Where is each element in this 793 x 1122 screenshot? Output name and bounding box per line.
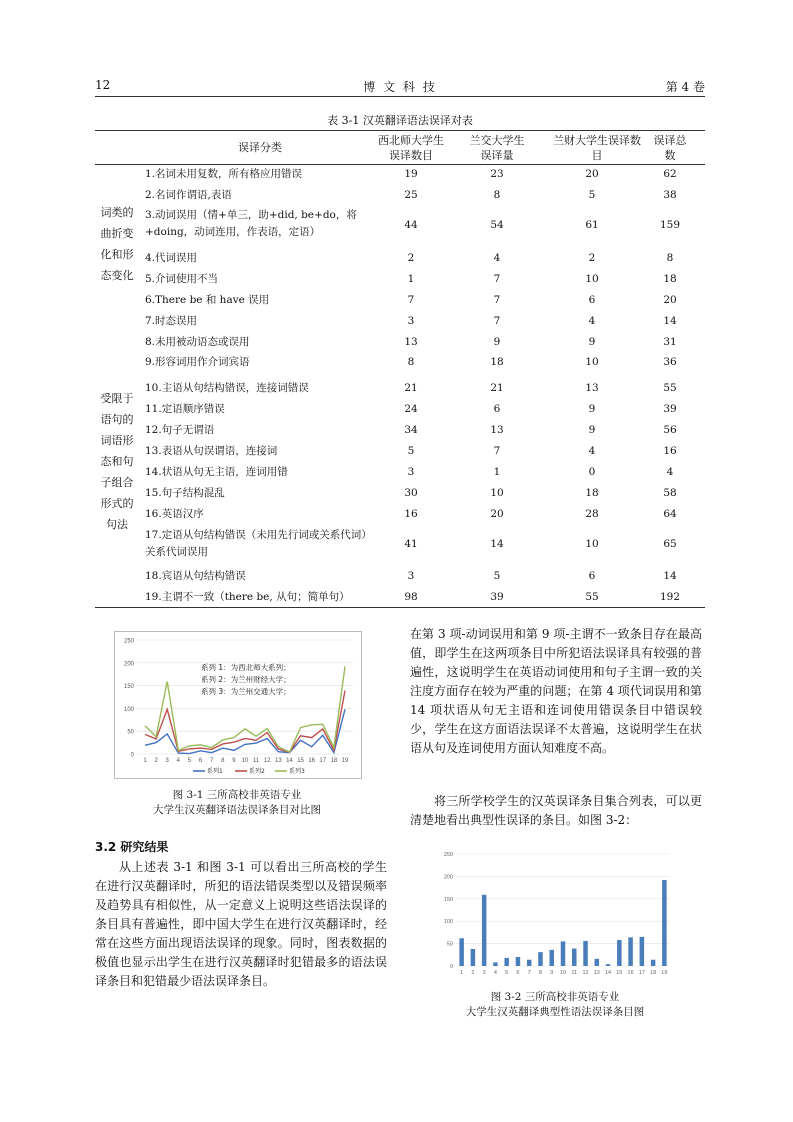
cell-c: 5 [588,189,596,201]
figure-3-2-chart [436,848,674,982]
cell-t: 58 [663,487,677,499]
cell-c: 9 [588,336,596,348]
bar [504,958,509,966]
x-tick-label: 6 [516,970,520,976]
row-label: 10.主语从句结构错误，连接词错误 [145,382,309,394]
cell-c: 4 [588,315,596,327]
x-tick-label: 3 [165,758,169,764]
header-rule [95,96,705,97]
row-label: 11.定语顺序错误 [145,403,225,415]
bar [595,959,600,966]
cell-c: 13 [585,382,599,394]
cell-b: 7 [493,294,501,306]
bar [640,937,645,966]
figure-3-1-caption [114,788,360,818]
bar [459,938,464,966]
table-row [95,506,705,524]
x-tick-label: 15 [297,758,304,764]
x-tick-label: 10 [241,758,249,764]
cell-c: 10 [585,538,599,550]
table-row [95,187,705,205]
legend-label: 系列1 [207,768,223,775]
cell-b: 7 [493,273,501,285]
table-row [95,443,705,461]
table-row [95,292,705,310]
x-tick-label: 13 [274,758,282,764]
table-row [95,354,705,372]
row-label: 12.句子无谓语 [145,424,215,436]
cell-a: 21 [404,382,418,394]
cell-a: 41 [404,538,418,550]
cell-t: 18 [663,273,677,285]
table-row [95,589,705,607]
table-row [95,527,705,565]
cell-b: 6 [493,403,501,415]
y-tick-label: 0 [130,752,134,759]
row-label: 15.句子结构混乱 [145,487,225,499]
x-tick-label: 11 [571,970,578,976]
row-label: 5.介词使用不当 [145,273,219,285]
cell-a: 98 [404,591,418,603]
cell-b: 8 [493,189,501,201]
x-tick-label: 15 [616,970,623,976]
table-row [95,422,705,440]
table-row [95,485,705,503]
header-nwnu: 西北师大学生误译数目 [378,134,444,162]
annotation-text: 系列 3：为兰州交通大学； [201,687,291,696]
x-tick-label: 1 [143,758,147,764]
bar [628,937,633,966]
table-row [95,401,705,419]
cell-b: 14 [490,538,504,550]
cell-t: 14 [663,570,677,582]
x-tick-label: 2 [154,758,158,764]
cell-c: 6 [588,570,596,582]
cell-a: 2 [407,252,415,264]
cell-c: 0 [588,466,596,478]
y-tick-label: 50 [446,941,453,948]
cell-c: 2 [588,252,596,264]
cell-b: 21 [490,382,504,394]
cell-t: 31 [663,336,677,348]
figure-3-1-chart [114,631,362,779]
cell-a: 7 [407,294,415,306]
cell-t: 159 [659,219,681,231]
x-tick-label: 1 [460,970,464,976]
table-row [95,334,705,352]
cell-t: 38 [663,189,677,201]
cell-b: 7 [493,445,501,457]
cell-t: 192 [659,591,681,603]
bar [516,957,521,966]
journal-name: 博 文 科 技 [363,80,437,94]
row-label: 7.时态误用 [145,315,198,327]
x-tick-label: 5 [505,970,509,976]
cell-t: 55 [663,382,677,394]
y-tick-label: 100 [123,706,134,713]
row-label: 1.名词未用复数，所有格应用错误 [145,168,303,180]
table-top-rule [95,130,705,131]
x-tick-label: 5 [187,758,192,764]
cell-b: 39 [490,591,504,603]
row-label: 9.形容词用作介词宾语 [145,356,250,368]
table-row [95,271,705,289]
x-tick-label: 10 [559,970,567,976]
bar [651,960,656,966]
row-label: 8.未用被动语态或误用 [145,336,250,348]
cell-a: 13 [404,336,418,348]
legend-label: 系列2 [249,768,265,775]
cell-t: 64 [663,508,677,520]
table-caption: 表 3-1 汉英翻译语法误译对表 [327,114,473,127]
page-number: 12 [95,78,111,92]
bar [482,895,487,966]
cell-b: 5 [493,570,501,582]
x-tick-label: 12 [582,970,589,976]
cell-t: 8 [666,252,674,264]
section-title: 3.2 研究结果 [95,840,169,854]
x-tick-label: 13 [593,970,600,976]
bar-chart [436,848,674,982]
cell-a: 5 [407,445,415,457]
bar [538,952,543,966]
cell-a: 1 [407,273,415,285]
row-label: 2.名词作谓语,表语 [145,189,232,201]
cell-a: 19 [404,168,418,180]
cell-a: 25 [404,189,418,201]
cell-b: 4 [493,252,501,264]
table-row [95,207,705,247]
cell-b: 9 [493,336,501,348]
x-tick-label: 16 [627,970,634,976]
table-header-rule [95,164,705,165]
x-tick-label: 19 [661,970,668,976]
row-label: 18.宾语从句结构错误 [145,570,246,582]
figure-3-1-caption-line1: 图 3-1 三所高校非英语专业 [172,789,302,801]
row-label: 13.表语从句误谓语，连接词 [145,445,278,457]
annotation-text: 系列 1：为西北师大系列； [201,663,291,672]
x-tick-label: 8 [221,758,225,764]
header-lzufe: 兰财大学生误译数目 [553,134,641,162]
y-tick-label: 200 [123,661,134,668]
x-tick-label: 18 [650,970,657,976]
x-tick-label: 18 [330,758,338,764]
cell-t: 56 [663,424,677,436]
bar [527,960,532,966]
bar [606,964,611,966]
row-label: 19.主谓不一致（there be, 从句；简单句） [145,591,350,603]
table-row [95,313,705,331]
figure-3-2-caption-line2: 大学生汉英翻译典型性语法误译条目图 [465,1006,645,1018]
x-tick-label: 11 [252,758,260,764]
y-tick-label: 150 [123,684,134,691]
cell-c: 61 [585,219,599,231]
cell-a: 24 [404,403,418,415]
table-row [95,568,705,586]
row-label: 4.代词误用 [145,252,198,264]
x-tick-label: 7 [527,970,531,976]
bar [471,949,476,966]
table-row [95,464,705,482]
cell-c: 55 [585,591,599,603]
row-label: 16.英语汉序 [145,508,204,520]
x-tick-label: 9 [232,758,236,764]
cell-t: 4 [666,466,674,478]
y-tick-label: 250 [443,852,453,858]
bar [583,941,588,966]
cell-b: 7 [493,315,501,327]
figure-3-1-caption-line2: 大学生汉英翻译语法误译条目对比图 [153,804,321,816]
cell-b: 13 [490,424,504,436]
cell-t: 14 [663,315,677,327]
table-row [95,380,705,398]
right-paragraph-1: 在第 3 项-动词误用和第 9 项-主谓不一致条目存在最高值，即学生在这两项条目中所犯语法误译具有较强的普遍性，这说明学生在英语动词使用和句子主谓一致的关注度方面存在较为严重的问题；在第 4 项代词误用和第 14 项状语从句无主语和连词使用错误条目中错误较少，学生在这方面语法误译不太普遍，这说明学生在状语从句及连词使用方面认知难度不高。 [410,627,702,755]
cell-t: 62 [663,168,677,180]
cell-b: 18 [490,356,504,368]
x-tick-label: 4 [493,970,497,976]
cell-a: 3 [407,466,415,478]
cell-a: 44 [404,219,418,231]
cell-c: 9 [588,403,596,415]
y-tick-label: 0 [449,964,453,970]
x-tick-label: 6 [198,758,203,764]
bar [549,950,554,966]
table-bottom-rule [95,607,705,608]
row-label: 3.动词误用（情+单三，助+did, be+do，将+doing，动词连用，作表语，定语） [145,209,357,238]
group-label-inflection: 词类的曲折变化和形态变化 [100,206,134,282]
y-tick-label: 50 [127,729,134,736]
cell-t: 20 [663,294,677,306]
volume-label: 第 4 卷 [665,80,705,94]
x-tick-label: 19 [341,758,349,764]
cell-c: 10 [585,273,599,285]
y-tick-label: 150 [443,896,453,903]
group-label-syntax: 受限于语句的词语形态和句子组合形式的句法 [100,392,134,531]
page-header [95,78,705,96]
x-tick-label: 17 [319,758,327,764]
cell-b: 1 [493,466,501,478]
x-tick-label: 14 [286,758,293,764]
cell-t: 36 [663,356,677,368]
x-tick-label: 8 [538,970,543,976]
table-row [95,250,705,268]
cell-a: 34 [404,424,418,436]
cell-c: 18 [585,487,599,499]
row-label: 17.定语从句结构错误（未用先行词或关系代词）关系代词误用 [145,529,372,558]
header-category: 误译分类 [238,141,282,154]
cell-c: 6 [588,294,596,306]
x-tick-label: 12 [263,758,271,764]
cell-c: 28 [585,508,599,520]
x-tick-label: 2 [471,970,475,976]
cell-a: 16 [404,508,418,520]
cell-c: 4 [588,445,596,457]
row-label: 14.状语从句无主语，连词用错 [145,466,288,478]
cell-a: 3 [407,570,415,582]
bar [617,940,622,966]
cell-a: 30 [404,487,418,499]
figure-3-2-caption [436,990,674,1020]
cell-t: 39 [663,403,677,415]
y-tick-label: 100 [443,919,453,926]
header-lzjtu: 兰交大学生误译量 [469,134,525,162]
y-tick-label: 200 [443,874,453,881]
row-label: 6.There be 和 have 误用 [145,294,270,306]
cell-t: 16 [663,445,677,457]
cell-t: 65 [663,538,677,550]
cell-b: 10 [490,487,504,499]
x-tick-label: 17 [638,970,645,976]
cell-b: 20 [490,508,504,520]
x-tick-label: 7 [209,758,214,764]
line-chart [115,632,361,778]
bar [572,949,577,966]
x-tick-label: 9 [550,970,554,976]
right-paragraph-2: 将三所学校学生的汉英误译条目集合列表，可以更清楚地看出典型性误译的条目。如图 3-2： [410,794,702,827]
legend-label: 系列3 [289,768,305,775]
cell-c: 10 [585,356,599,368]
figure-3-2-caption-line1: 图 3-2 三所高校非英语专业 [490,991,620,1003]
error-table [95,130,705,608]
bar [561,941,566,966]
x-tick-label: 4 [176,758,181,764]
cell-a: 8 [407,356,415,368]
x-tick-label: 14 [604,970,612,976]
cell-b: 54 [490,219,504,231]
annotation-text: 系列 2：为兰州财经大学； [201,675,291,684]
header-total: 误译总数 [653,134,687,162]
cell-a: 3 [407,315,415,327]
bar [662,880,667,966]
y-tick-label: 250 [123,638,134,645]
cell-c: 9 [588,424,596,436]
cell-b: 23 [490,168,504,180]
bar [493,962,498,966]
x-tick-label: 16 [308,758,316,764]
table-row [95,166,705,184]
x-tick-label: 3 [482,970,486,976]
left-paragraph: 从上述表 3-1 和图 3-1 可以看出三所高校的学生在进行汉英翻译时，所犯的语法错误类型以及错误频率及趋势具有相似性，从一定意义上说明这些语法误译的条目具有普遍性，即中国大学生在进行汉英翻译时，经常在这些方面出现语法误译的现象。同时，图表数据的极值也显示出学生在进行汉英翻译时犯错最多的语法误译条目和犯错最少语法误译条目。 [95,860,387,988]
cell-c: 20 [585,168,599,180]
